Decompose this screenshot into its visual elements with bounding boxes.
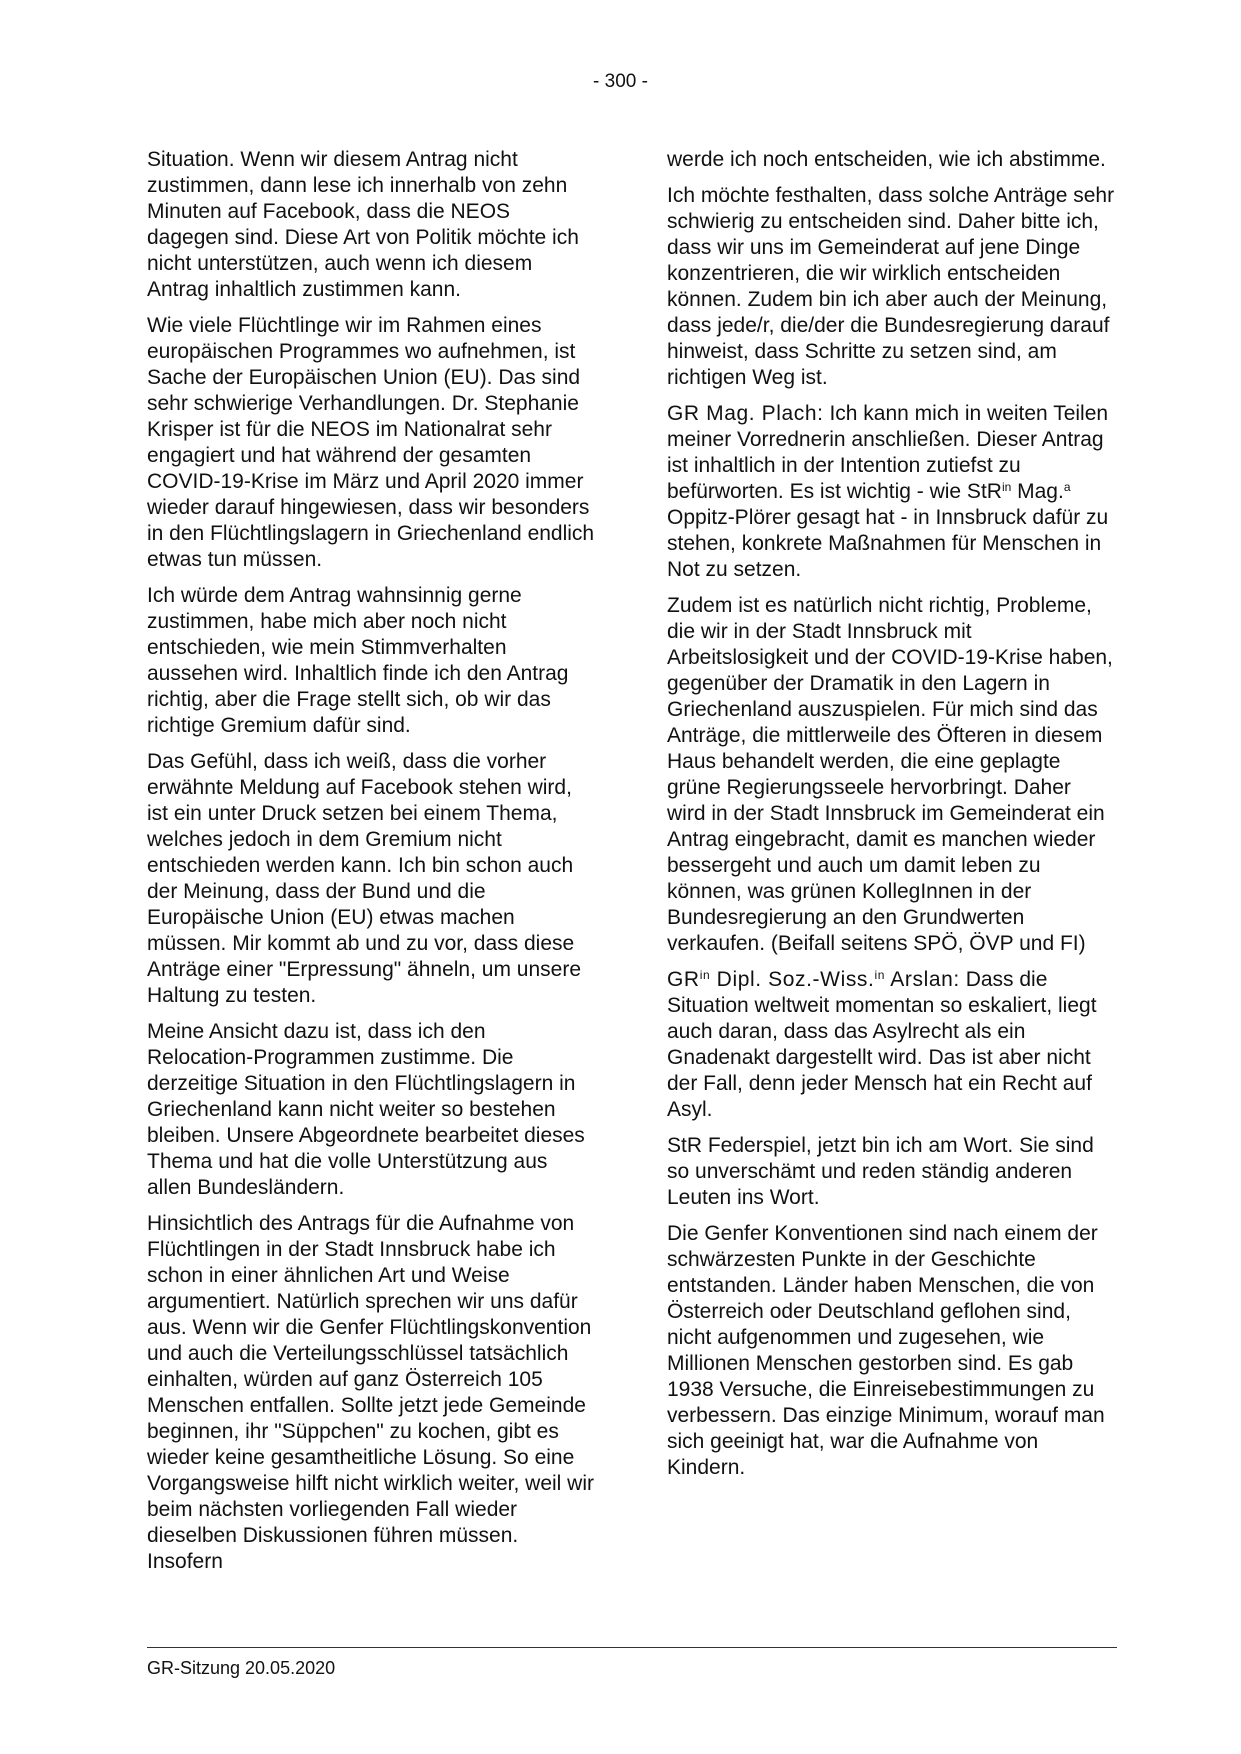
speech-text: Mag. <box>1011 480 1064 503</box>
paragraph: Ich würde dem Antrag wahnsinnig gerne zustimmen, habe mich aber noch nicht entschieden, wie mein Stimmverhalten aussehen wird. Inhaltlich finde ich den Antrag richtig, aber die Frage stellt sich, ob wir das richtige Gremium dafür sind. <box>147 584 569 737</box>
paragraph: werde ich noch entscheiden, wie ich abstimme. <box>667 148 1106 171</box>
paragraph: Die Genfer Konventionen sind nach einem der schwärzesten Punkte in der Geschichte entstanden. Länder haben Menschen, die von Österreich oder Deutschland geflohen sind, nicht aufgenommen und zugesehen, wie Millionen Menschen gestorben sind. Es gab 1938 Versuche, die Einreisebestimmungen zu verbessern. Das einzige Minimum, worauf man sich geeinigt hat, war die Aufnahme von Kindern. <box>667 1222 1105 1479</box>
right-column <box>667 147 1115 1491</box>
speech-text: Dass die Situation weltweit momentan so eskaliert, liegt auch daran, dass das Asylrecht als ein Gnadenakt dargestellt wird. Das ist aber nicht der Fall, denn jeder Mensch hat ein Recht auf Asyl. <box>667 968 1097 1121</box>
superscript: a <box>1063 479 1071 494</box>
paragraph: Das Gefühl, dass ich weiß, dass die vorher erwähnte Meldung auf Facebook stehen wird, ist ein unter Druck setzen bei einem Thema, welches jedoch in dem Gremium nicht entschieden werden kann. Ich bin schon auch der Meinung, dass der Bund und die Europäische Union (EU) etwas machen müssen. Mir kommt ab und zu vor, dass diese Anträge einer "Erpressung" ähneln, um unsere Haltung zu testen. <box>147 750 581 1007</box>
speaker-part: Dipl. Soz.-Wiss. <box>710 968 875 991</box>
paragraph-arslan <box>667 967 1115 1123</box>
superscript: in <box>874 967 886 982</box>
paragraph: StR Federspiel, jetzt bin ich am Wort. Sie sind so unverschämt und reden ständig anderen Leuten ins Wort. <box>667 1134 1094 1209</box>
superscript: in <box>1001 479 1012 494</box>
footer-session-date: GR-Sitzung 20.05.2020 <box>147 1658 336 1678</box>
page-number: - 300 - <box>593 71 648 92</box>
speech-text: Ich kann mich in weiten Teilen meiner Vorrednerin anschließen. Dieser Antrag ist inhaltlich in der Intention zutiefst zu befürworten. Es ist wichtig - wie StR <box>667 402 1109 503</box>
speaker-name: GR Mag. Plach: <box>667 402 824 425</box>
paragraph: Wie viele Flüchtlinge wir im Rahmen eines europäischen Programmes wo aufnehmen, ist Sache der Europäischen Union (EU). Das sind sehr schwierige Verhandlungen. Dr. Stephanie Krisper ist für die NEOS im Nationalrat sehr engagiert und hat während der gesamten COVID-19-Krise im März und April 2020 immer wieder darauf hingewiesen, dass wir besonders in den Flüchtlingslagern in Griechenland endlich etwas tun müssen. <box>147 314 595 571</box>
speaker-name <box>667 968 960 991</box>
speaker-part: GR <box>667 968 700 991</box>
paragraph: Zudem ist es natürlich nicht richtig, Probleme, die wir in der Stadt Innsbruck mit Arbeitslosigkeit und der COVID-19-Krise haben, gegenüber der Dramatik in den Lagern in Griechenland auszuspielen. Für mich sind das Anträge, die mittlerweile des Öfteren in diesem Haus behandelt werden, die eine geplagte grüne Regierungsseele hervorbringt. Daher wird in der Stadt Innsbruck im Gemeinderat ein Antrag eingebracht, damit es manchen wieder bessergeht und auch um damit leben zu können, was grünen KollegInnen in der Bundesregierung an den Grundwerten verkaufen. (Beifall seitens SPÖ, ÖVP und FI) <box>667 594 1113 955</box>
speech-text: Oppitz-Plörer gesagt hat - in Innsbruck dafür zu stehen, konkrete Maßnahmen für Menschen in Not zu setzen. <box>667 506 1109 581</box>
footer-divider <box>147 1647 1117 1648</box>
left-column <box>147 147 595 1585</box>
speaker-part: Arslan: <box>885 968 960 991</box>
superscript: in <box>699 967 711 982</box>
paragraph: Ich möchte festhalten, dass solche Anträge sehr schwierig zu entscheiden sind. Daher bitte ich, dass wir uns im Gemeinderat auf jene Dinge konzentrieren, die wir wirklich entscheiden können. Zudem bin ich aber auch der Meinung, dass jede/r, die/der die Bundesregierung darauf hinweist, dass Schritte zu setzen sind, am richtigen Weg ist. <box>667 184 1115 389</box>
paragraph: Situation. Wenn wir diesem Antrag nicht zustimmen, dann lese ich innerhalb von zehn Minuten auf Facebook, dass die NEOS dagegen sind. Diese Art von Politik möchte ich nicht unterstützen, auch wenn ich diesem Antrag inhaltlich zustimmen kann. <box>147 148 579 301</box>
paragraph: Meine Ansicht dazu ist, dass ich den Relocation-Programmen zustimme. Die derzeitige Situation in den Flüchtlingslagern in Griechenland kann nicht weiter so bestehen bleiben. Unsere Abgeordnete bearbeitet dieses Thema und hat die volle Unterstützung aus allen Bundesländern. <box>147 1020 585 1199</box>
paragraph: Hinsichtlich des Antrags für die Aufnahme von Flüchtlingen in der Stadt Innsbruck habe ich schon in einer ähnlichen Art und Weise argumentiert. Natürlich sprechen wir uns dafür aus. Wenn wir die Genfer Flüchtlingskonvention und auch die Verteilungsschlüssel tatsächlich einhalten, würden auf ganz Österreich 105 Menschen entfallen. Sollte jetzt jede Gemeinde beginnen, ihr "Süppchen" zu kochen, gibt es wieder keine gesamtheitliche Lösung. So eine Vorgangsweise hilft nicht wirklich weiter, weil wir beim nächsten vorliegenden Fall wieder dieselben Diskussionen führen müssen. Insofern <box>147 1212 594 1573</box>
paragraph-plach <box>667 401 1115 583</box>
